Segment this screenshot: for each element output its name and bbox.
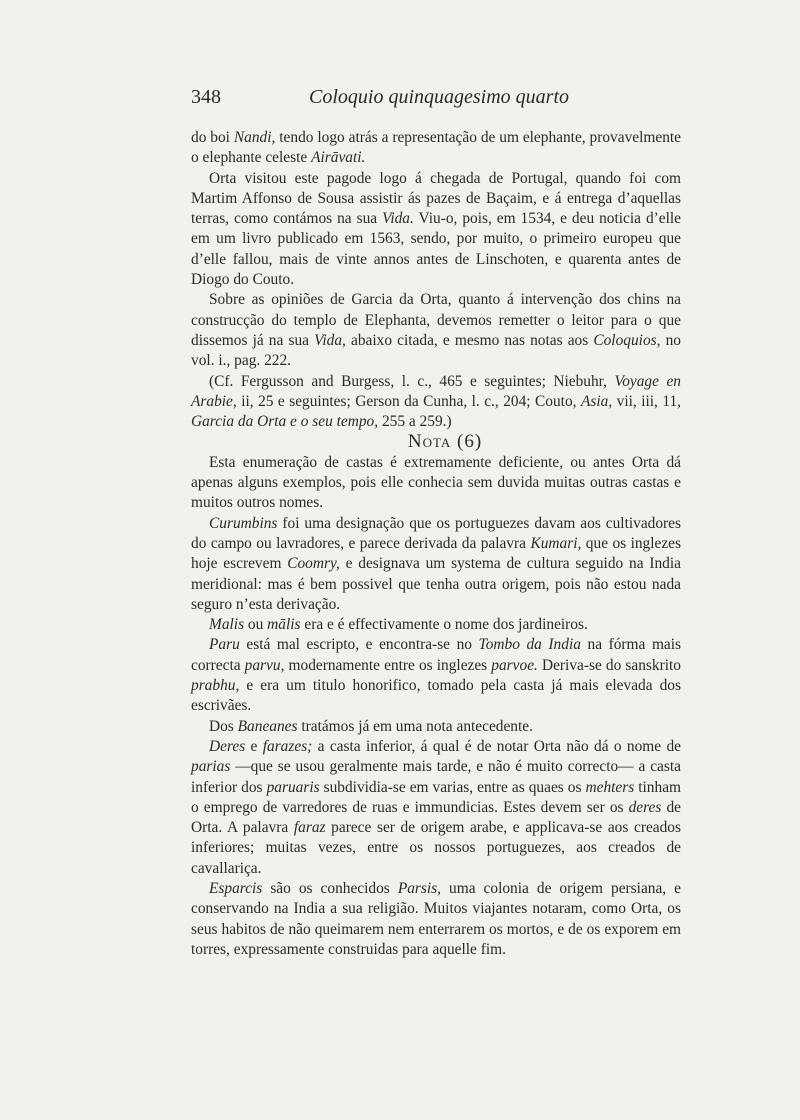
italic-term: Tombo da India xyxy=(478,636,581,654)
text: que os inglezes hoje escrevem xyxy=(191,534,682,573)
text: são os conhecidos xyxy=(262,879,398,897)
text: Viu-o, pois, em 1534, e deu noticia d’elle em um livro publicado em 1563, sendo, por muito, o primeiro europeu que d’elle fallou, mais de vinte annos antes de Linschoten, e quarenta antes de Diogo do Couto. xyxy=(191,210,681,289)
text: e era um titulo honorifico, tomado pela casta já mais elevada dos escrivães. xyxy=(191,677,681,715)
text: e designava um systema de cultura seguido na India meridional: mas é bem possivel que tenha outra origem, pois não estou nada seguro n’esta derivação. xyxy=(191,555,681,613)
text: na fórma mais correcta xyxy=(191,636,682,674)
italic-term: parias xyxy=(191,758,231,776)
text: —que se usou geralmente mais tarde, e não é muito correcto— a casta inferior dos xyxy=(191,758,681,796)
text: subdividia-se em varias, entre as quaes os xyxy=(319,778,586,796)
italic-term: deres xyxy=(628,798,662,816)
paragraph xyxy=(191,737,681,879)
text: tendo logo atrás a representação de um elephante, provavelmente o elephante celeste xyxy=(191,129,681,167)
italic-term: Malis xyxy=(209,616,245,634)
paragraph xyxy=(191,514,681,615)
text: está mal escripto, e encontra-se no xyxy=(239,636,479,654)
italic-term: Baneanes xyxy=(237,717,298,735)
italic-term: Nandi, xyxy=(233,129,276,146)
text: de Orta. A palavra xyxy=(191,798,681,837)
italic-term: Paru xyxy=(209,636,240,654)
paragraph xyxy=(191,453,681,514)
paragraph xyxy=(191,290,681,371)
text: Deriva-se do sanskrito xyxy=(537,656,681,674)
text: 255 a 259.) xyxy=(378,413,452,431)
italic-term: prabhu, xyxy=(191,677,240,695)
page-header xyxy=(191,86,681,114)
italic-term: Vida, xyxy=(314,331,346,349)
paragraph xyxy=(191,879,681,960)
text: tratámos já em uma nota antecedente. xyxy=(297,717,533,735)
italic-term: faraz xyxy=(293,819,326,837)
text: vii, iii, 11, xyxy=(612,392,682,410)
heading-word: Nota xyxy=(407,431,452,453)
text: (Cf. Fergusson and Burgess, l. c., 465 e seguintes; Niebuhr, xyxy=(209,372,615,390)
page-number: 348 xyxy=(191,86,221,108)
paragraph xyxy=(191,615,681,635)
italic-term: Voyage en Arabie, xyxy=(191,372,681,410)
text: era e é effectivamente o nome dos jardineiros. xyxy=(300,616,588,634)
text: modernamente entre os inglezes xyxy=(284,656,492,674)
text: do boi xyxy=(191,129,234,146)
italic-term: parvu, xyxy=(244,656,285,674)
text: Orta visitou este pagode logo á chegada de Portugal, quando foi com Martim Affonso de Sousa assistir ás pazes de Baçaim, e á entrega d’aquellas terras, como contámos na sua xyxy=(191,169,681,228)
page-body xyxy=(191,128,681,960)
text: parece ser de origem arabe, e applicava-se aos creados inferiores; muitas vezes, entre os nossos portuguezes, aos creados de cavallariça. xyxy=(191,819,681,877)
text: Esta enumeração de castas é extremamente deficiente, ou antes Orta dá apenas alguns exemplos, pois elle conhecia sem duvida muitas outras castas e muitos outros nomes. xyxy=(191,453,681,512)
italic-term: parvoe. xyxy=(491,656,538,674)
italic-term: Vida. xyxy=(382,210,414,228)
italic-term: Esparcis xyxy=(209,879,263,897)
heading-number: (6) xyxy=(457,431,483,453)
text: a casta inferior, á qual é de notar Orta não dá o nome de xyxy=(312,737,681,755)
text: ii, 25 e seguintes; Gerson da Cunha, l. c., 204; Couto, xyxy=(236,392,581,410)
text: tinham o emprego de varredores de ruas e immundicias. Estes devem ser os xyxy=(191,778,681,816)
text: Dos xyxy=(209,717,238,735)
text: Sobre as opiniões de Garcia da Orta, quanto á intervenção dos chins na construcção do templo de Elephanta, devemos remetter o leitor para o que dissemos já na sua xyxy=(191,291,681,349)
italic-term: paruaris xyxy=(266,778,320,796)
italic-term: Asia, xyxy=(580,392,613,410)
text: e xyxy=(245,737,263,755)
italic-term: farazes; xyxy=(262,737,313,755)
running-title: Coloquio quinquagesimo quarto xyxy=(309,86,570,108)
italic-term: mālis xyxy=(267,616,301,634)
italic-term: Deres xyxy=(209,737,246,755)
section-heading xyxy=(191,432,681,452)
italic-term: mehters xyxy=(585,778,635,796)
citation-paragraph xyxy=(191,372,681,433)
italic-term: Coomry, xyxy=(287,555,340,573)
text: foi uma designação que os portuguezes davam aos cultivadores do campo ou lavradores, e parece derivada da palavra xyxy=(191,514,681,552)
text: ou xyxy=(244,616,268,634)
italic-term: Airāvati. xyxy=(311,149,366,167)
text: abaixo citada, e mesmo nas notas aos xyxy=(345,331,594,349)
italic-term: Garcia da Orta e o seu tempo, xyxy=(191,413,379,431)
text: uma colonia de origem persiana, e conservando na India a sua religião. Muitos viajantes notaram, como Orta, os seus habitos de não queimarem nem enterrarem os mortos, e de os exporem em torres, expressamente construidas para aquelle fim. xyxy=(191,879,681,958)
italic-term: Kumari, xyxy=(530,534,582,552)
paragraph xyxy=(191,635,681,716)
italic-term: Curumbins xyxy=(209,514,278,532)
paragraph xyxy=(191,169,681,291)
paragraph xyxy=(191,128,681,169)
paragraph xyxy=(191,717,681,737)
italic-term: Parsis, xyxy=(397,879,442,897)
text: no vol. i., pag. 222. xyxy=(191,331,682,370)
italic-term: Coloquios, xyxy=(593,331,661,349)
